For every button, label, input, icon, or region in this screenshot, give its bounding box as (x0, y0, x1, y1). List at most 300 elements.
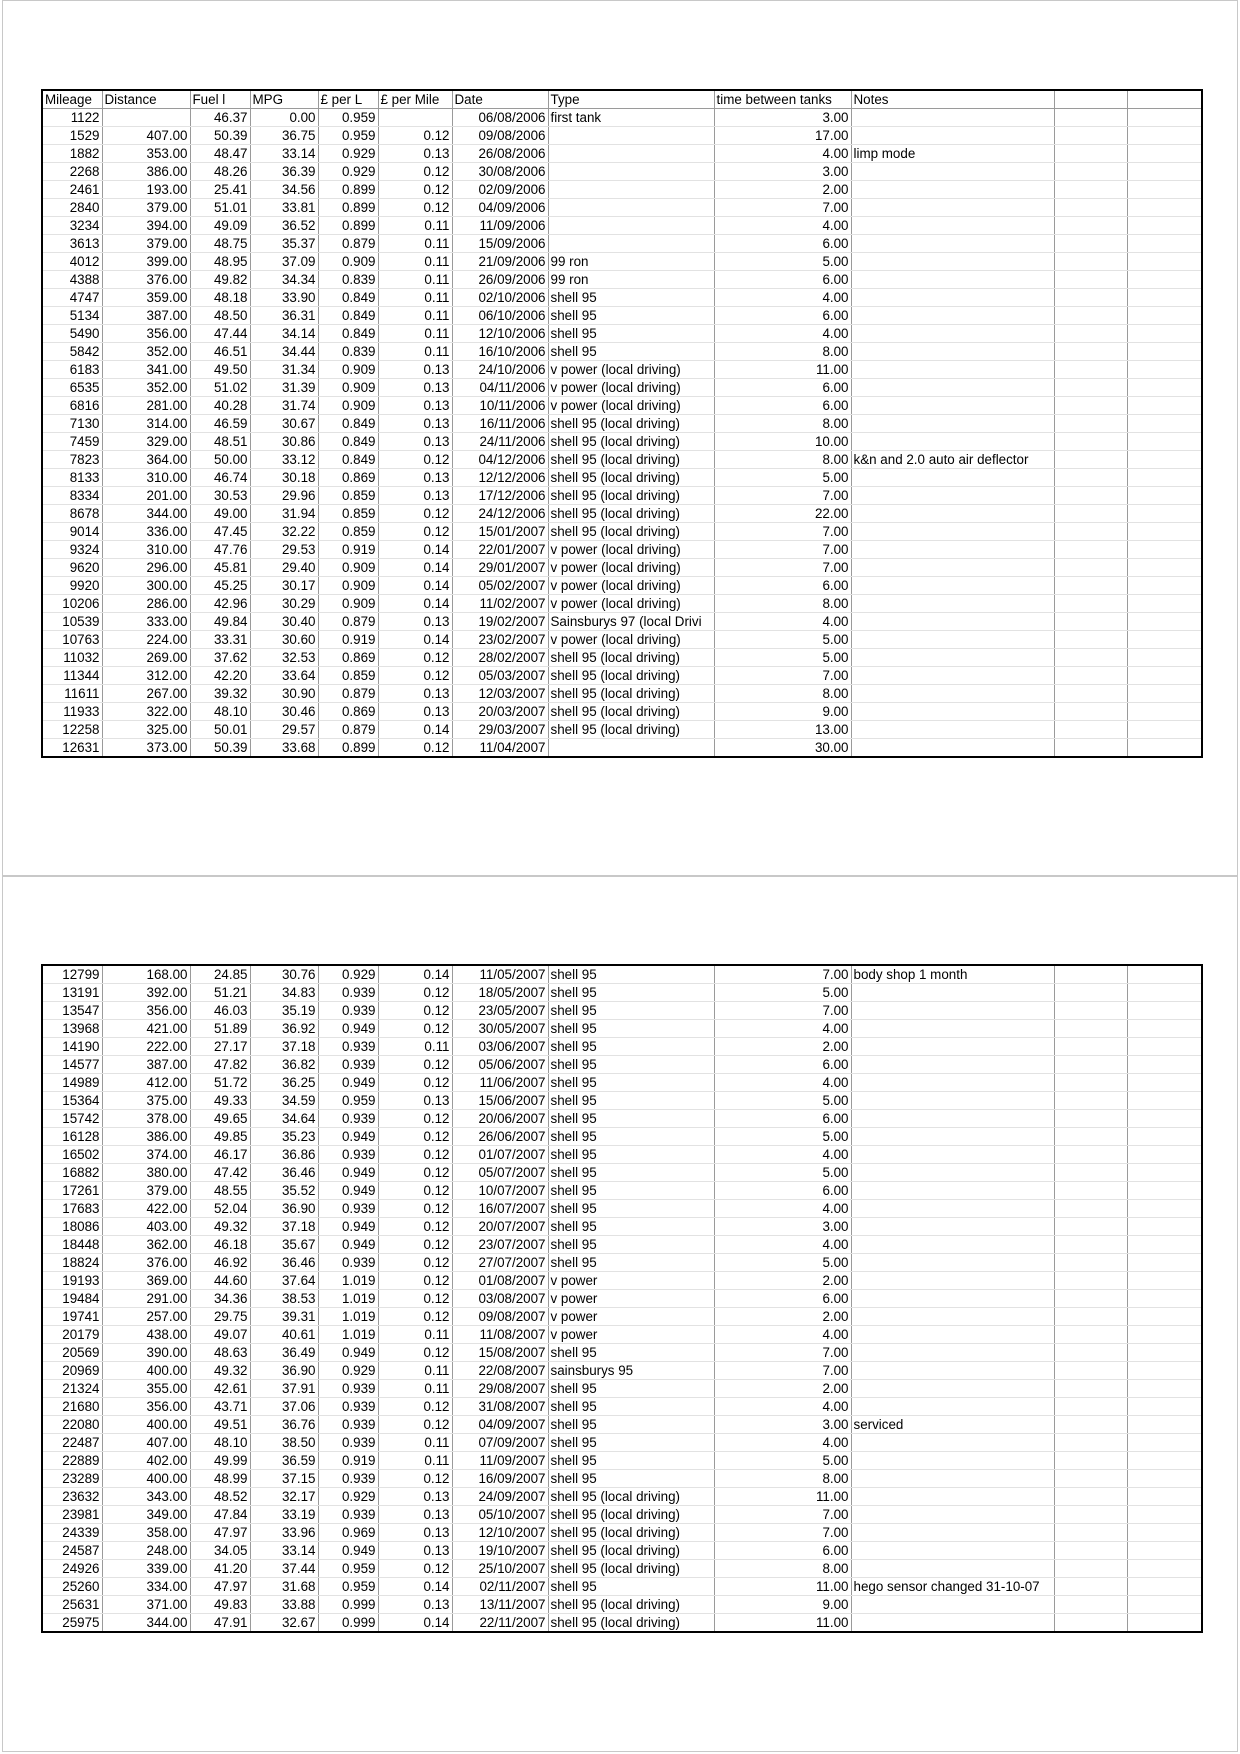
cell-time-between-tanks[interactable]: 8.00 (714, 451, 851, 469)
cell-time-between-tanks[interactable]: 6.00 (714, 397, 851, 415)
cell-extra-b[interactable] (1127, 343, 1202, 361)
cell-price-per-mile[interactable]: 0.12 (378, 1236, 452, 1254)
cell-mpg[interactable]: 30.18 (250, 469, 318, 487)
cell-date[interactable]: 04/09/2006 (452, 199, 548, 217)
cell-price-per-mile[interactable]: 0.13 (378, 1506, 452, 1524)
cell-extra-a[interactable] (1054, 1596, 1127, 1614)
cell-notes[interactable] (851, 613, 1054, 631)
cell-extra-a[interactable] (1054, 1218, 1127, 1236)
cell-mpg[interactable]: 36.90 (250, 1362, 318, 1380)
cell-fuel-litres[interactable]: 47.76 (190, 541, 250, 559)
cell-fuel-type[interactable]: shell 95 (local driving) (548, 1488, 714, 1506)
cell-mpg[interactable]: 34.34 (250, 271, 318, 289)
cell-extra-b[interactable] (1127, 307, 1202, 325)
cell-mileage[interactable]: 2461 (42, 181, 102, 199)
cell-fuel-type[interactable]: v power (local driving) (548, 379, 714, 397)
cell-price-per-litre[interactable]: 0.879 (318, 235, 378, 253)
cell-time-between-tanks[interactable]: 9.00 (714, 703, 851, 721)
cell-extra-b[interactable] (1127, 1326, 1202, 1344)
cell-fuel-litres[interactable]: 46.74 (190, 469, 250, 487)
cell-time-between-tanks[interactable]: 11.00 (714, 1488, 851, 1506)
cell-time-between-tanks[interactable]: 7.00 (714, 1506, 851, 1524)
cell-fuel-type[interactable]: shell 95 (548, 343, 714, 361)
cell-distance[interactable]: 343.00 (102, 1488, 190, 1506)
cell-notes[interactable] (851, 1542, 1054, 1560)
cell-mileage[interactable]: 6535 (42, 379, 102, 397)
cell-mileage[interactable]: 24339 (42, 1524, 102, 1542)
cell-mpg[interactable]: 29.53 (250, 541, 318, 559)
cell-price-per-mile[interactable]: 0.11 (378, 253, 452, 271)
cell-notes[interactable] (851, 199, 1054, 217)
cell-extra-b[interactable] (1127, 1470, 1202, 1488)
cell-extra-a[interactable] (1054, 649, 1127, 667)
cell-price-per-litre[interactable]: 0.939 (318, 1398, 378, 1416)
cell-date[interactable]: 12/10/2006 (452, 325, 548, 343)
cell-fuel-litres[interactable]: 42.61 (190, 1380, 250, 1398)
cell-distance[interactable]: 322.00 (102, 703, 190, 721)
cell-fuel-litres[interactable]: 49.50 (190, 361, 250, 379)
cell-date[interactable]: 15/09/2006 (452, 235, 548, 253)
cell-date[interactable]: 22/11/2007 (452, 1614, 548, 1633)
cell-fuel-litres[interactable]: 48.51 (190, 433, 250, 451)
cell-mpg[interactable]: 30.76 (250, 965, 318, 984)
cell-date[interactable]: 26/09/2006 (452, 271, 548, 289)
cell-time-between-tanks[interactable]: 4.00 (714, 145, 851, 163)
cell-extra-b[interactable] (1127, 145, 1202, 163)
cell-date[interactable]: 11/06/2007 (452, 1074, 548, 1092)
cell-price-per-litre[interactable]: 0.939 (318, 1200, 378, 1218)
cell-date[interactable]: 02/09/2006 (452, 181, 548, 199)
cell-extra-a[interactable] (1054, 1182, 1127, 1200)
cell-date[interactable]: 11/09/2007 (452, 1452, 548, 1470)
cell-fuel-type[interactable]: shell 95 (548, 1254, 714, 1272)
cell-extra-a[interactable] (1054, 127, 1127, 145)
cell-mpg[interactable]: 30.29 (250, 595, 318, 613)
cell-extra-a[interactable] (1054, 1272, 1127, 1290)
cell-extra-a[interactable] (1054, 343, 1127, 361)
cell-price-per-litre[interactable]: 1.019 (318, 1272, 378, 1290)
cell-mileage[interactable]: 18824 (42, 1254, 102, 1272)
cell-mpg[interactable]: 37.06 (250, 1398, 318, 1416)
cell-fuel-litres[interactable]: 51.89 (190, 1020, 250, 1038)
cell-notes[interactable] (851, 307, 1054, 325)
cell-fuel-litres[interactable]: 41.20 (190, 1560, 250, 1578)
cell-fuel-litres[interactable]: 50.39 (190, 739, 250, 758)
cell-date[interactable]: 24/12/2006 (452, 505, 548, 523)
cell-price-per-mile[interactable]: 0.14 (378, 577, 452, 595)
cell-time-between-tanks[interactable]: 8.00 (714, 343, 851, 361)
cell-fuel-litres[interactable]: 49.32 (190, 1218, 250, 1236)
cell-fuel-type[interactable]: Sainsburys 97 (local Drivi (548, 613, 714, 631)
cell-mpg[interactable]: 36.25 (250, 1074, 318, 1092)
cell-date[interactable]: 16/10/2006 (452, 343, 548, 361)
cell-mpg[interactable]: 39.31 (250, 1308, 318, 1326)
cell-date[interactable]: 24/09/2007 (452, 1488, 548, 1506)
cell-price-per-litre[interactable]: 0.849 (318, 451, 378, 469)
cell-extra-b[interactable] (1127, 703, 1202, 721)
cell-mpg[interactable]: 32.17 (250, 1488, 318, 1506)
column-header-notes[interactable]: Notes (851, 90, 1054, 109)
cell-distance[interactable]: 422.00 (102, 1200, 190, 1218)
column-header-price-per-mile[interactable]: £ per Mile (378, 90, 452, 109)
cell-time-between-tanks[interactable]: 5.00 (714, 1452, 851, 1470)
cell-time-between-tanks[interactable]: 4.00 (714, 613, 851, 631)
cell-price-per-litre[interactable]: 0.929 (318, 145, 378, 163)
cell-mpg[interactable]: 29.40 (250, 559, 318, 577)
cell-fuel-litres[interactable]: 49.82 (190, 271, 250, 289)
cell-notes[interactable] (851, 433, 1054, 451)
cell-price-per-litre[interactable]: 0.929 (318, 1362, 378, 1380)
cell-time-between-tanks[interactable]: 6.00 (714, 1056, 851, 1074)
cell-mileage[interactable]: 12631 (42, 739, 102, 758)
cell-price-per-mile[interactable]: 0.12 (378, 1398, 452, 1416)
cell-price-per-mile[interactable] (378, 109, 452, 127)
cell-notes[interactable] (851, 1488, 1054, 1506)
cell-price-per-mile[interactable]: 0.13 (378, 469, 452, 487)
cell-fuel-litres[interactable]: 33.31 (190, 631, 250, 649)
cell-mileage[interactable]: 11611 (42, 685, 102, 703)
cell-price-per-litre[interactable]: 0.939 (318, 1146, 378, 1164)
cell-mileage[interactable]: 15364 (42, 1092, 102, 1110)
cell-extra-b[interactable] (1127, 253, 1202, 271)
cell-extra-a[interactable] (1054, 1524, 1127, 1542)
cell-mileage[interactable]: 22889 (42, 1452, 102, 1470)
cell-price-per-litre[interactable]: 0.849 (318, 289, 378, 307)
cell-price-per-litre[interactable]: 0.929 (318, 1488, 378, 1506)
cell-fuel-type[interactable] (548, 739, 714, 758)
cell-fuel-litres[interactable]: 45.25 (190, 577, 250, 595)
cell-extra-b[interactable] (1127, 559, 1202, 577)
cell-extra-a[interactable] (1054, 505, 1127, 523)
cell-distance[interactable]: 369.00 (102, 1272, 190, 1290)
cell-distance[interactable]: 399.00 (102, 253, 190, 271)
cell-fuel-litres[interactable]: 44.60 (190, 1272, 250, 1290)
cell-notes[interactable] (851, 1308, 1054, 1326)
cell-fuel-type[interactable]: shell 95 (548, 1398, 714, 1416)
cell-price-per-litre[interactable]: 0.939 (318, 1434, 378, 1452)
cell-fuel-litres[interactable]: 48.95 (190, 253, 250, 271)
cell-extra-a[interactable] (1054, 1146, 1127, 1164)
cell-extra-b[interactable] (1127, 595, 1202, 613)
cell-price-per-litre[interactable]: 0.909 (318, 253, 378, 271)
cell-distance[interactable]: 400.00 (102, 1362, 190, 1380)
cell-fuel-type[interactable] (548, 217, 714, 235)
cell-mpg[interactable]: 37.91 (250, 1380, 318, 1398)
cell-date[interactable]: 29/03/2007 (452, 721, 548, 739)
cell-price-per-litre[interactable]: 0.939 (318, 1002, 378, 1020)
column-header-extra-a[interactable] (1054, 90, 1127, 109)
cell-fuel-type[interactable]: v power (local driving) (548, 577, 714, 595)
cell-fuel-litres[interactable]: 48.75 (190, 235, 250, 253)
cell-fuel-type[interactable]: shell 95 (548, 1218, 714, 1236)
cell-fuel-type[interactable]: shell 95 (local driving) (548, 1506, 714, 1524)
cell-fuel-litres[interactable]: 49.07 (190, 1326, 250, 1344)
cell-extra-b[interactable] (1127, 1614, 1202, 1633)
cell-distance[interactable]: 355.00 (102, 1380, 190, 1398)
cell-price-per-mile[interactable]: 0.12 (378, 1056, 452, 1074)
cell-notes[interactable] (851, 721, 1054, 739)
cell-extra-a[interactable] (1054, 984, 1127, 1002)
cell-price-per-litre[interactable]: 0.939 (318, 1506, 378, 1524)
cell-mileage[interactable]: 20969 (42, 1362, 102, 1380)
cell-distance[interactable]: 380.00 (102, 1164, 190, 1182)
cell-price-per-litre[interactable]: 0.849 (318, 415, 378, 433)
cell-extra-b[interactable] (1127, 181, 1202, 199)
cell-date[interactable]: 11/08/2007 (452, 1326, 548, 1344)
cell-distance[interactable]: 390.00 (102, 1344, 190, 1362)
cell-extra-a[interactable] (1054, 1308, 1127, 1326)
cell-time-between-tanks[interactable]: 5.00 (714, 253, 851, 271)
cell-price-per-mile[interactable]: 0.12 (378, 1146, 452, 1164)
cell-notes[interactable] (851, 1236, 1054, 1254)
cell-time-between-tanks[interactable]: 5.00 (714, 649, 851, 667)
cell-fuel-type[interactable]: shell 95 (548, 1128, 714, 1146)
cell-price-per-litre[interactable]: 0.949 (318, 1236, 378, 1254)
cell-mpg[interactable]: 30.40 (250, 613, 318, 631)
cell-price-per-mile[interactable]: 0.12 (378, 523, 452, 541)
cell-extra-a[interactable] (1054, 1470, 1127, 1488)
cell-date[interactable]: 19/02/2007 (452, 613, 548, 631)
cell-fuel-litres[interactable]: 49.83 (190, 1596, 250, 1614)
cell-distance[interactable]: 300.00 (102, 577, 190, 595)
cell-fuel-type[interactable]: shell 95 (local driving) (548, 1614, 714, 1633)
cell-distance[interactable]: 193.00 (102, 181, 190, 199)
cell-extra-b[interactable] (1127, 613, 1202, 631)
cell-mileage[interactable]: 13191 (42, 984, 102, 1002)
cell-mileage[interactable]: 21324 (42, 1380, 102, 1398)
cell-distance[interactable]: 352.00 (102, 379, 190, 397)
cell-extra-b[interactable] (1127, 361, 1202, 379)
cell-price-per-litre[interactable]: 0.909 (318, 595, 378, 613)
cell-price-per-mile[interactable]: 0.11 (378, 1362, 452, 1380)
cell-mileage[interactable]: 3613 (42, 235, 102, 253)
cell-mileage[interactable]: 7130 (42, 415, 102, 433)
cell-price-per-litre[interactable]: 0.859 (318, 505, 378, 523)
cell-extra-a[interactable] (1054, 1002, 1127, 1020)
cell-mpg[interactable]: 33.96 (250, 1524, 318, 1542)
cell-distance[interactable]: 341.00 (102, 361, 190, 379)
cell-fuel-litres[interactable]: 24.85 (190, 965, 250, 984)
cell-extra-b[interactable] (1127, 1380, 1202, 1398)
cell-fuel-type[interactable]: shell 95 (local driving) (548, 649, 714, 667)
cell-mpg[interactable]: 36.49 (250, 1344, 318, 1362)
cell-time-between-tanks[interactable]: 6.00 (714, 1182, 851, 1200)
cell-mileage[interactable]: 19741 (42, 1308, 102, 1326)
cell-fuel-litres[interactable]: 46.59 (190, 415, 250, 433)
cell-price-per-litre[interactable]: 0.879 (318, 613, 378, 631)
cell-distance[interactable]: 312.00 (102, 667, 190, 685)
cell-price-per-mile[interactable]: 0.13 (378, 1542, 452, 1560)
cell-extra-a[interactable] (1054, 1200, 1127, 1218)
cell-extra-b[interactable] (1127, 1164, 1202, 1182)
cell-fuel-litres[interactable]: 39.32 (190, 685, 250, 703)
cell-time-between-tanks[interactable]: 8.00 (714, 415, 851, 433)
cell-fuel-litres[interactable]: 47.84 (190, 1506, 250, 1524)
cell-mpg[interactable]: 31.34 (250, 361, 318, 379)
cell-notes[interactable] (851, 505, 1054, 523)
cell-notes[interactable]: hego sensor changed 31-10-07 (851, 1578, 1054, 1596)
cell-price-per-litre[interactable]: 0.909 (318, 397, 378, 415)
cell-distance[interactable]: 356.00 (102, 325, 190, 343)
cell-mileage[interactable]: 11032 (42, 649, 102, 667)
cell-extra-b[interactable] (1127, 721, 1202, 739)
cell-fuel-type[interactable]: shell 95 (local driving) (548, 667, 714, 685)
cell-mpg[interactable]: 36.46 (250, 1164, 318, 1182)
cell-price-per-mile[interactable]: 0.14 (378, 965, 452, 984)
cell-price-per-mile[interactable]: 0.14 (378, 1578, 452, 1596)
cell-price-per-mile[interactable]: 0.14 (378, 559, 452, 577)
cell-fuel-type[interactable]: shell 95 (548, 1236, 714, 1254)
cell-distance[interactable]: 349.00 (102, 1506, 190, 1524)
cell-date[interactable]: 02/10/2006 (452, 289, 548, 307)
cell-price-per-litre[interactable]: 0.919 (318, 541, 378, 559)
cell-time-between-tanks[interactable]: 5.00 (714, 984, 851, 1002)
cell-extra-a[interactable] (1054, 451, 1127, 469)
cell-mileage[interactable]: 25631 (42, 1596, 102, 1614)
cell-notes[interactable]: k&n and 2.0 auto air deflector (851, 451, 1054, 469)
cell-mileage[interactable]: 5490 (42, 325, 102, 343)
cell-time-between-tanks[interactable]: 7.00 (714, 487, 851, 505)
cell-fuel-type[interactable]: shell 95 (548, 1146, 714, 1164)
cell-extra-b[interactable] (1127, 1488, 1202, 1506)
cell-extra-b[interactable] (1127, 163, 1202, 181)
cell-mileage[interactable]: 22487 (42, 1434, 102, 1452)
cell-mpg[interactable]: 38.50 (250, 1434, 318, 1452)
cell-distance[interactable]: 310.00 (102, 469, 190, 487)
cell-extra-b[interactable] (1127, 1506, 1202, 1524)
cell-extra-b[interactable] (1127, 1362, 1202, 1380)
cell-distance[interactable]: 386.00 (102, 1128, 190, 1146)
cell-time-between-tanks[interactable]: 11.00 (714, 1614, 851, 1633)
cell-mpg[interactable]: 29.57 (250, 721, 318, 739)
cell-fuel-type[interactable]: shell 95 (548, 965, 714, 984)
cell-mileage[interactable]: 25975 (42, 1614, 102, 1633)
cell-fuel-litres[interactable]: 42.20 (190, 667, 250, 685)
cell-notes[interactable] (851, 181, 1054, 199)
cell-extra-a[interactable] (1054, 271, 1127, 289)
cell-notes[interactable] (851, 1218, 1054, 1236)
cell-time-between-tanks[interactable]: 8.00 (714, 1560, 851, 1578)
cell-notes[interactable] (851, 109, 1054, 127)
cell-extra-a[interactable] (1054, 1254, 1127, 1272)
cell-extra-b[interactable] (1127, 1596, 1202, 1614)
cell-date[interactable]: 04/09/2007 (452, 1416, 548, 1434)
cell-mpg[interactable]: 34.83 (250, 984, 318, 1002)
cell-distance[interactable]: 387.00 (102, 307, 190, 325)
cell-mileage[interactable]: 24926 (42, 1560, 102, 1578)
cell-fuel-type[interactable]: v power (548, 1290, 714, 1308)
cell-notes[interactable] (851, 595, 1054, 613)
cell-price-per-mile[interactable]: 0.13 (378, 361, 452, 379)
cell-fuel-litres[interactable]: 34.36 (190, 1290, 250, 1308)
cell-fuel-litres[interactable]: 47.44 (190, 325, 250, 343)
cell-mileage[interactable]: 14577 (42, 1056, 102, 1074)
cell-extra-b[interactable] (1127, 469, 1202, 487)
cell-extra-b[interactable] (1127, 1236, 1202, 1254)
cell-mileage[interactable]: 18448 (42, 1236, 102, 1254)
cell-mpg[interactable]: 30.86 (250, 433, 318, 451)
cell-notes[interactable] (851, 1290, 1054, 1308)
cell-extra-a[interactable] (1054, 965, 1127, 984)
cell-extra-a[interactable] (1054, 1344, 1127, 1362)
cell-extra-a[interactable] (1054, 307, 1127, 325)
cell-fuel-litres[interactable]: 46.51 (190, 343, 250, 361)
cell-mileage[interactable]: 16882 (42, 1164, 102, 1182)
cell-time-between-tanks[interactable]: 2.00 (714, 1038, 851, 1056)
cell-price-per-litre[interactable]: 0.939 (318, 1254, 378, 1272)
cell-mileage[interactable]: 11933 (42, 703, 102, 721)
cell-notes[interactable] (851, 1200, 1054, 1218)
column-header-date[interactable]: Date (452, 90, 548, 109)
cell-date[interactable]: 22/08/2007 (452, 1362, 548, 1380)
cell-price-per-litre[interactable]: 0.939 (318, 984, 378, 1002)
cell-date[interactable]: 24/11/2006 (452, 433, 548, 451)
cell-distance[interactable]: 386.00 (102, 163, 190, 181)
cell-fuel-type[interactable] (548, 163, 714, 181)
cell-notes[interactable] (851, 649, 1054, 667)
cell-date[interactable]: 20/07/2007 (452, 1218, 548, 1236)
cell-date[interactable]: 29/01/2007 (452, 559, 548, 577)
cell-extra-b[interactable] (1127, 235, 1202, 253)
cell-mileage[interactable]: 14190 (42, 1038, 102, 1056)
cell-time-between-tanks[interactable]: 7.00 (714, 1002, 851, 1020)
cell-price-per-litre[interactable]: 0.939 (318, 1110, 378, 1128)
cell-mileage[interactable]: 1122 (42, 109, 102, 127)
cell-price-per-mile[interactable]: 0.12 (378, 163, 452, 181)
cell-fuel-type[interactable]: shell 95 (548, 984, 714, 1002)
cell-time-between-tanks[interactable]: 3.00 (714, 1416, 851, 1434)
cell-fuel-litres[interactable]: 47.91 (190, 1614, 250, 1633)
cell-mpg[interactable]: 36.39 (250, 163, 318, 181)
cell-notes[interactable] (851, 1362, 1054, 1380)
cell-date[interactable]: 11/09/2006 (452, 217, 548, 235)
cell-fuel-litres[interactable]: 29.75 (190, 1308, 250, 1326)
cell-price-per-litre[interactable]: 0.959 (318, 1578, 378, 1596)
cell-date[interactable]: 05/10/2007 (452, 1506, 548, 1524)
cell-mpg[interactable]: 30.60 (250, 631, 318, 649)
cell-time-between-tanks[interactable]: 2.00 (714, 1380, 851, 1398)
cell-extra-b[interactable] (1127, 739, 1202, 758)
cell-mpg[interactable]: 33.81 (250, 199, 318, 217)
cell-price-per-mile[interactable]: 0.11 (378, 307, 452, 325)
cell-fuel-litres[interactable]: 49.00 (190, 505, 250, 523)
cell-extra-b[interactable] (1127, 1542, 1202, 1560)
cell-mileage[interactable]: 15742 (42, 1110, 102, 1128)
cell-extra-a[interactable] (1054, 1128, 1127, 1146)
cell-mpg[interactable]: 36.90 (250, 1200, 318, 1218)
cell-time-between-tanks[interactable]: 4.00 (714, 217, 851, 235)
cell-notes[interactable] (851, 1506, 1054, 1524)
cell-time-between-tanks[interactable]: 8.00 (714, 1470, 851, 1488)
cell-time-between-tanks[interactable]: 6.00 (714, 307, 851, 325)
cell-time-between-tanks[interactable]: 4.00 (714, 1074, 851, 1092)
cell-notes[interactable] (851, 1164, 1054, 1182)
cell-date[interactable]: 26/08/2006 (452, 145, 548, 163)
cell-fuel-type[interactable]: shell 95 (548, 325, 714, 343)
cell-price-per-mile[interactable]: 0.11 (378, 1434, 452, 1452)
cell-price-per-mile[interactable]: 0.14 (378, 541, 452, 559)
cell-distance[interactable]: 379.00 (102, 199, 190, 217)
cell-extra-b[interactable] (1127, 1056, 1202, 1074)
cell-distance[interactable]: 379.00 (102, 1182, 190, 1200)
cell-notes[interactable] (851, 1092, 1054, 1110)
cell-distance[interactable]: 362.00 (102, 1236, 190, 1254)
cell-distance[interactable]: 325.00 (102, 721, 190, 739)
cell-time-between-tanks[interactable]: 6.00 (714, 235, 851, 253)
cell-extra-a[interactable] (1054, 235, 1127, 253)
cell-extra-a[interactable] (1054, 253, 1127, 271)
cell-fuel-litres[interactable]: 47.45 (190, 523, 250, 541)
